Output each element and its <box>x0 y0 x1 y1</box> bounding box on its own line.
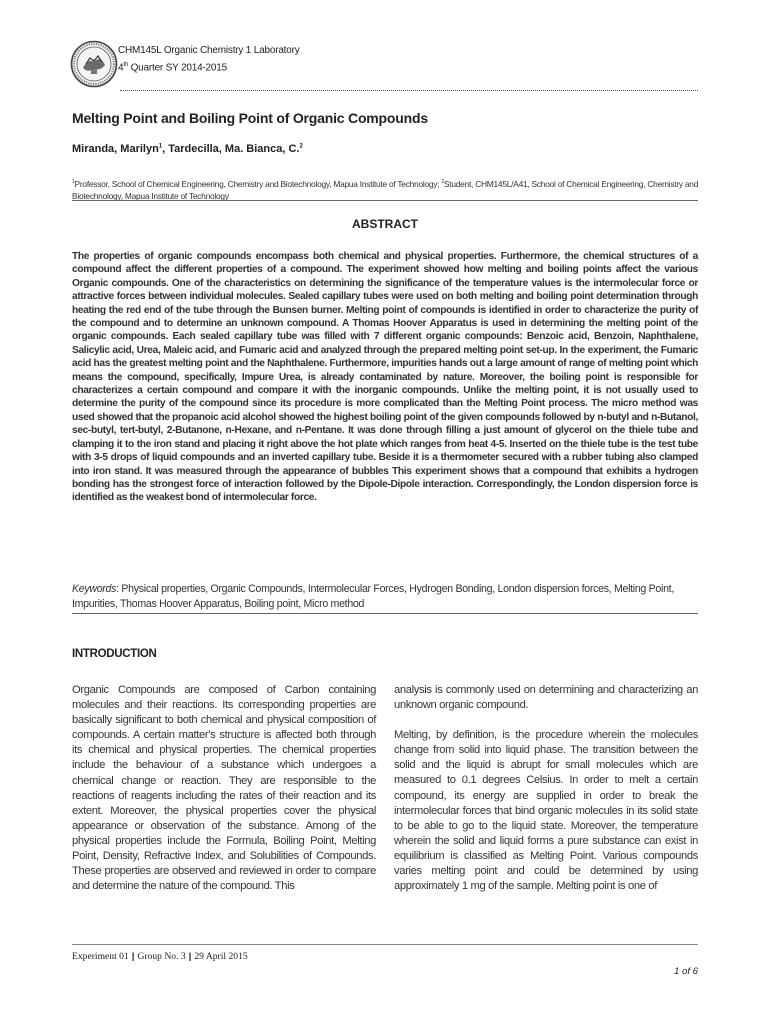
university-seal-icon <box>70 40 118 88</box>
footer-divider <box>72 944 698 945</box>
abstract-heading: ABSTRACT <box>352 217 418 231</box>
header-divider <box>120 90 698 91</box>
introduction-heading: INTRODUCTION <box>72 648 157 660</box>
footer-experiment: Experiment 01 <box>72 951 129 962</box>
introduction-column-left <box>72 683 376 909</box>
paper-title: Melting Point and Boiling Point of Organic Compounds <box>72 110 428 126</box>
course-name: CHM145L Organic Chemistry 1 Laboratory <box>118 45 300 56</box>
header-course-info <box>118 44 300 75</box>
paragraph: Melting, by definition, is the procedure wherein the molecules change from solid into liquid phase. The transition between the solid and the liquid is abrupt for small molecules which are measured to 0.1 degrees Celsius. In order to melt a certain compound, its energy are supplied in order to break the intermolecular forces that bind organic molecules in its solid state to be able to go to the liquid state. Moreover, the temperature wherein the solid and liquid forms a pure substance can exist in equilibrium is classified as Melting Point. Various compounds varies melting point and could be determined by using approximately 1 mg of the sample. Melting point is one of <box>394 729 698 893</box>
keywords <box>72 582 698 612</box>
footer-separator: | <box>131 951 135 962</box>
paragraph: Organic Compounds are composed of Carbon containing molecules and their reactions. Its corresponding properties are basically significant to both chemical and physical composition of compounds. A certain matter's structure is affected both through its chemical and physical properties. The chemical properties include the behaviour of a substance which undergoes a chemical change or reaction. They are responsible to the reactions of reagents including the rates of their reaction and its extent. Moreover, the physical properties cover the physical appearance or observation of the substance. Among of the physical properties include the Formula, Boiling Point, Melting Point, Density, Refractive Index, and Solubilities of Compounds. These properties are observed and reviewed in order to compare and determine the nature of the compound. This <box>72 684 376 893</box>
quarter-line: 4th Quarter SY 2014-2015 <box>118 62 228 74</box>
footer-group: Group No. 3 <box>137 951 186 962</box>
affiliations: $^1$Professor, School of Chemical Engineering, Chemistry and Biotechnology, Mapua Institute of Technology; $^2$Student, CHM145L/A41, School of Chemical Engineering, Chemistry and Biotechnology, Mapua Institute of Technology <box>72 178 699 201</box>
footer-separator: | <box>188 951 192 962</box>
footer-date: 29 April 2015 <box>194 951 248 962</box>
author-list: Miranda, Marilyn$^1$, Tardecilla, Ma. Bianca, C.$^2$ <box>72 143 303 155</box>
page-number: 1 of 6 <box>673 966 698 977</box>
keywords-list: : Physical properties, Organic Compounds, Intermolecular Forces, Hydrogen Bonding, London dispersion forces, Melting Point, Impurities, Thomas Hoover Apparatus, Boiling point, Micro method <box>72 583 674 610</box>
keywords-divider <box>72 613 698 614</box>
abstract-body: The properties of organic compounds encompass both chemical and physical properties. Furthermore, the chemical structures of a compound affect the different properties of a compound. The experiment showed how melting and boiling points affect the various Organic compounds. One of the characteristics on determining the significance of the temperature values is the intermolecular force or attractive forces between individual molecules. Sealed capillary tubes were used on both melting and boiling point determination through heating the red end of the tube through the Bunsen burner. Melting point of compounds is identified in order to characterize the purity of the compound and to determine an unknown compound. A Thomas Hoover Apparatus is used in determining the melting point of the organic compounds. Each sealed capillary tube was filled with 7 different organic compounds: Benzoic acid, Benzoin, Naphthalene, Salicylic acid, Urea, Maleic acid, and Fumaric acid and analyzed through the prepared melting point set-up. In the experiment, the Fumaric acid has the greatest melting point and the Naphthalene. Furthermore, impurities hands out a large amount of range of melting point which means the compound, specifically, Impure Urea, is already contaminated by nature. Moreover, the boiling point is responsible for characterizes a certain compound and compare it with the inorganic compounds. Unlike the melting point, it is not usually used to determine the purity of the compound since its procedure is more complicated than the Melting Point process. The micro method was used showed that the propanoic acid alcohol showed the highest boiling point of the given compounds followed by n-butyl and n-Butanol, sec-butyl, tert-butyl, 2-Butanone, n-Hexane, and n-Pentane. It was done through filling a just amount of glycerol on the thiele tube and clamping it to the iron stand and placing it right above the hot plate which ranges from heat 4-5. Inserted on the thiele tube is the test tube with 3-5 drops of liquid compounds and an inverted capillary tube. Beside it is a thermometer secured with a rubber tubing also clamped into iron stand. It was measured through the appearance of bubbles This experiment shows that a compound that exhibits a hydrogen bonding has the strongest force of interaction followed by the Dipole-Dipole interaction. Correspondingly, the London dispersion force is identified as the weakest bond of intermolecular force. <box>72 251 698 504</box>
paragraph: analysis is commonly used on determining and characterizing an unknown organic compound. <box>394 684 698 712</box>
footer <box>72 951 248 962</box>
keywords-label: Keywords <box>72 583 117 595</box>
introduction-column-right <box>394 683 698 909</box>
affiliation-divider <box>72 200 698 201</box>
